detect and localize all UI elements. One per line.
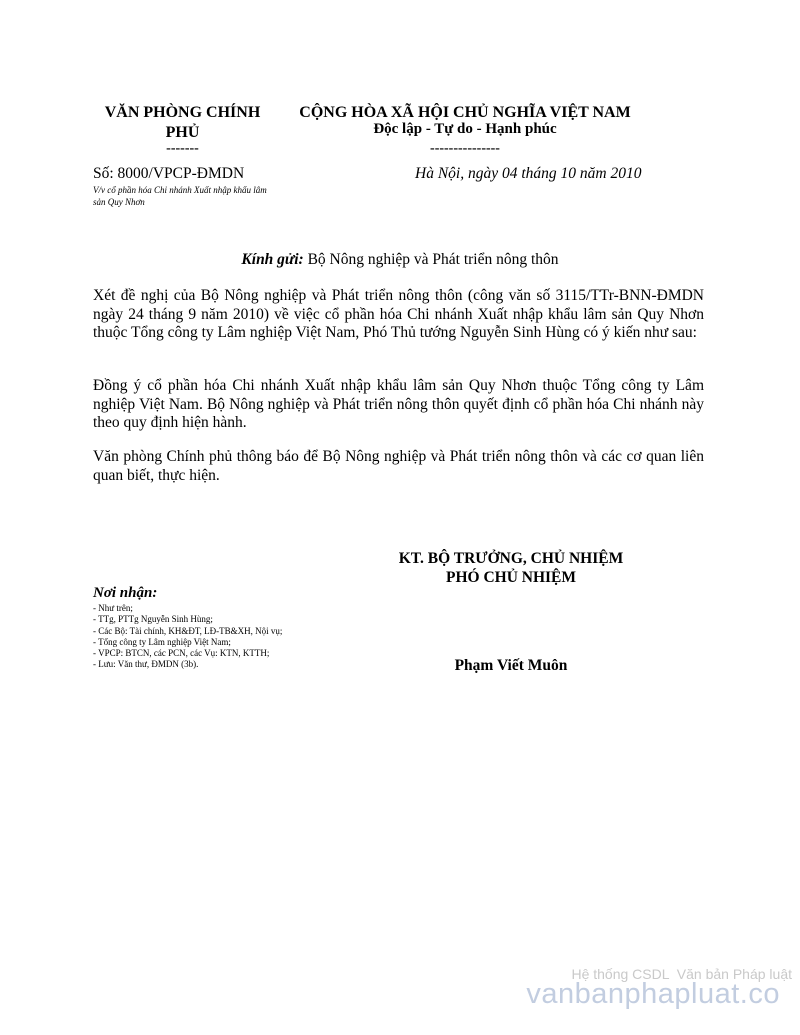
recipients-list xyxy=(93,603,282,671)
signature-role-line-2: PHÓ CHỦ NHIỆM xyxy=(445,569,577,586)
agency-divider: ------- xyxy=(166,141,199,156)
watermark-site: vanbanphapluat.co xyxy=(526,978,780,1010)
national-motto: Độc lập - Tự do - Hạnh phúc xyxy=(373,121,557,137)
motto-divider: --------------- xyxy=(430,141,500,156)
recipient-item: - Các Bộ: Tài chính, KH&ĐT, LĐ-TB&XH, Nội vụ; xyxy=(93,625,283,636)
document-number: Số: 8000/VPCP-ĐMDN xyxy=(93,165,245,182)
body-paragraph-3: Văn phòng Chính phủ thông báo để Bộ Nông nghiệp và Phát triển nông thôn và các cơ quan liên quan biết, thực hiện. xyxy=(93,448,704,484)
watermark-caption: Hệ thống CSDL Văn bản Pháp luật xyxy=(571,966,792,982)
body-paragraph-1: Xét đề nghị của Bộ Nông nghiệp và Phát triển nông thôn (công văn số 3115/TTr-BNN-ĐMDN ngày 24 tháng 9 năm 2010) về việc cổ phần hóa Chi nhánh Xuất nhập khẩu lâm sản Quy Nhơn thuộc Tổng công ty Lâm nghiệp Việt Nam, Phó Thủ tướng Nguyễn Sinh Hùng có ý kiến như sau: xyxy=(93,287,704,341)
signature-role-line-1: KT. BỘ TRƯỞNG, CHỦ NHIỆM xyxy=(398,550,624,567)
addressee-name: Bộ Nông nghiệp và Phát triển nông thôn xyxy=(307,251,559,268)
signer-name: Phạm Viết Muôn xyxy=(454,657,568,674)
addressee xyxy=(0,251,800,269)
recipient-item: - VPCP: BTCN, các PCN, các Vụ: KTN, KTTH; xyxy=(93,648,270,659)
addressee-label: Kính gửi: xyxy=(241,251,304,268)
signature-role xyxy=(370,549,652,587)
national-title: CỘNG HÒA XÃ HỘI CHỦ NGHĨA VIỆT NAM xyxy=(299,104,631,121)
recipients-title: Nơi nhận: xyxy=(93,585,158,601)
issuing-agency: VĂN PHÒNG CHÍNH PHỦ xyxy=(104,104,261,141)
body-paragraph-2: Đồng ý cổ phần hóa Chi nhánh Xuất nhập khẩu lâm sản Quy Nhơn thuộc Tổng công ty Lâm nghiệp Việt Nam. Bộ Nông nghiệp và Phát triển nông thôn quyết định cổ phần hóa Chi nhánh này theo quy định hiện hành. xyxy=(93,377,704,431)
recipient-item: - Như trên; xyxy=(93,603,133,613)
recipient-item: - TTg, PTTg Nguyễn Sinh Hùng; xyxy=(93,614,213,625)
recipient-item: - Lưu: Văn thư, ĐMDN (3b). xyxy=(93,659,199,670)
recipient-item: - Tổng công ty Lâm nghiệp Việt Nam; xyxy=(93,636,231,647)
place-date: Hà Nội, ngày 04 tháng 10 năm 2010 xyxy=(415,165,642,182)
document-subject: V/v cổ phần hóa Chi nhánh Xuất nhập khẩu lâm sản Quy Nhơn xyxy=(93,185,267,207)
